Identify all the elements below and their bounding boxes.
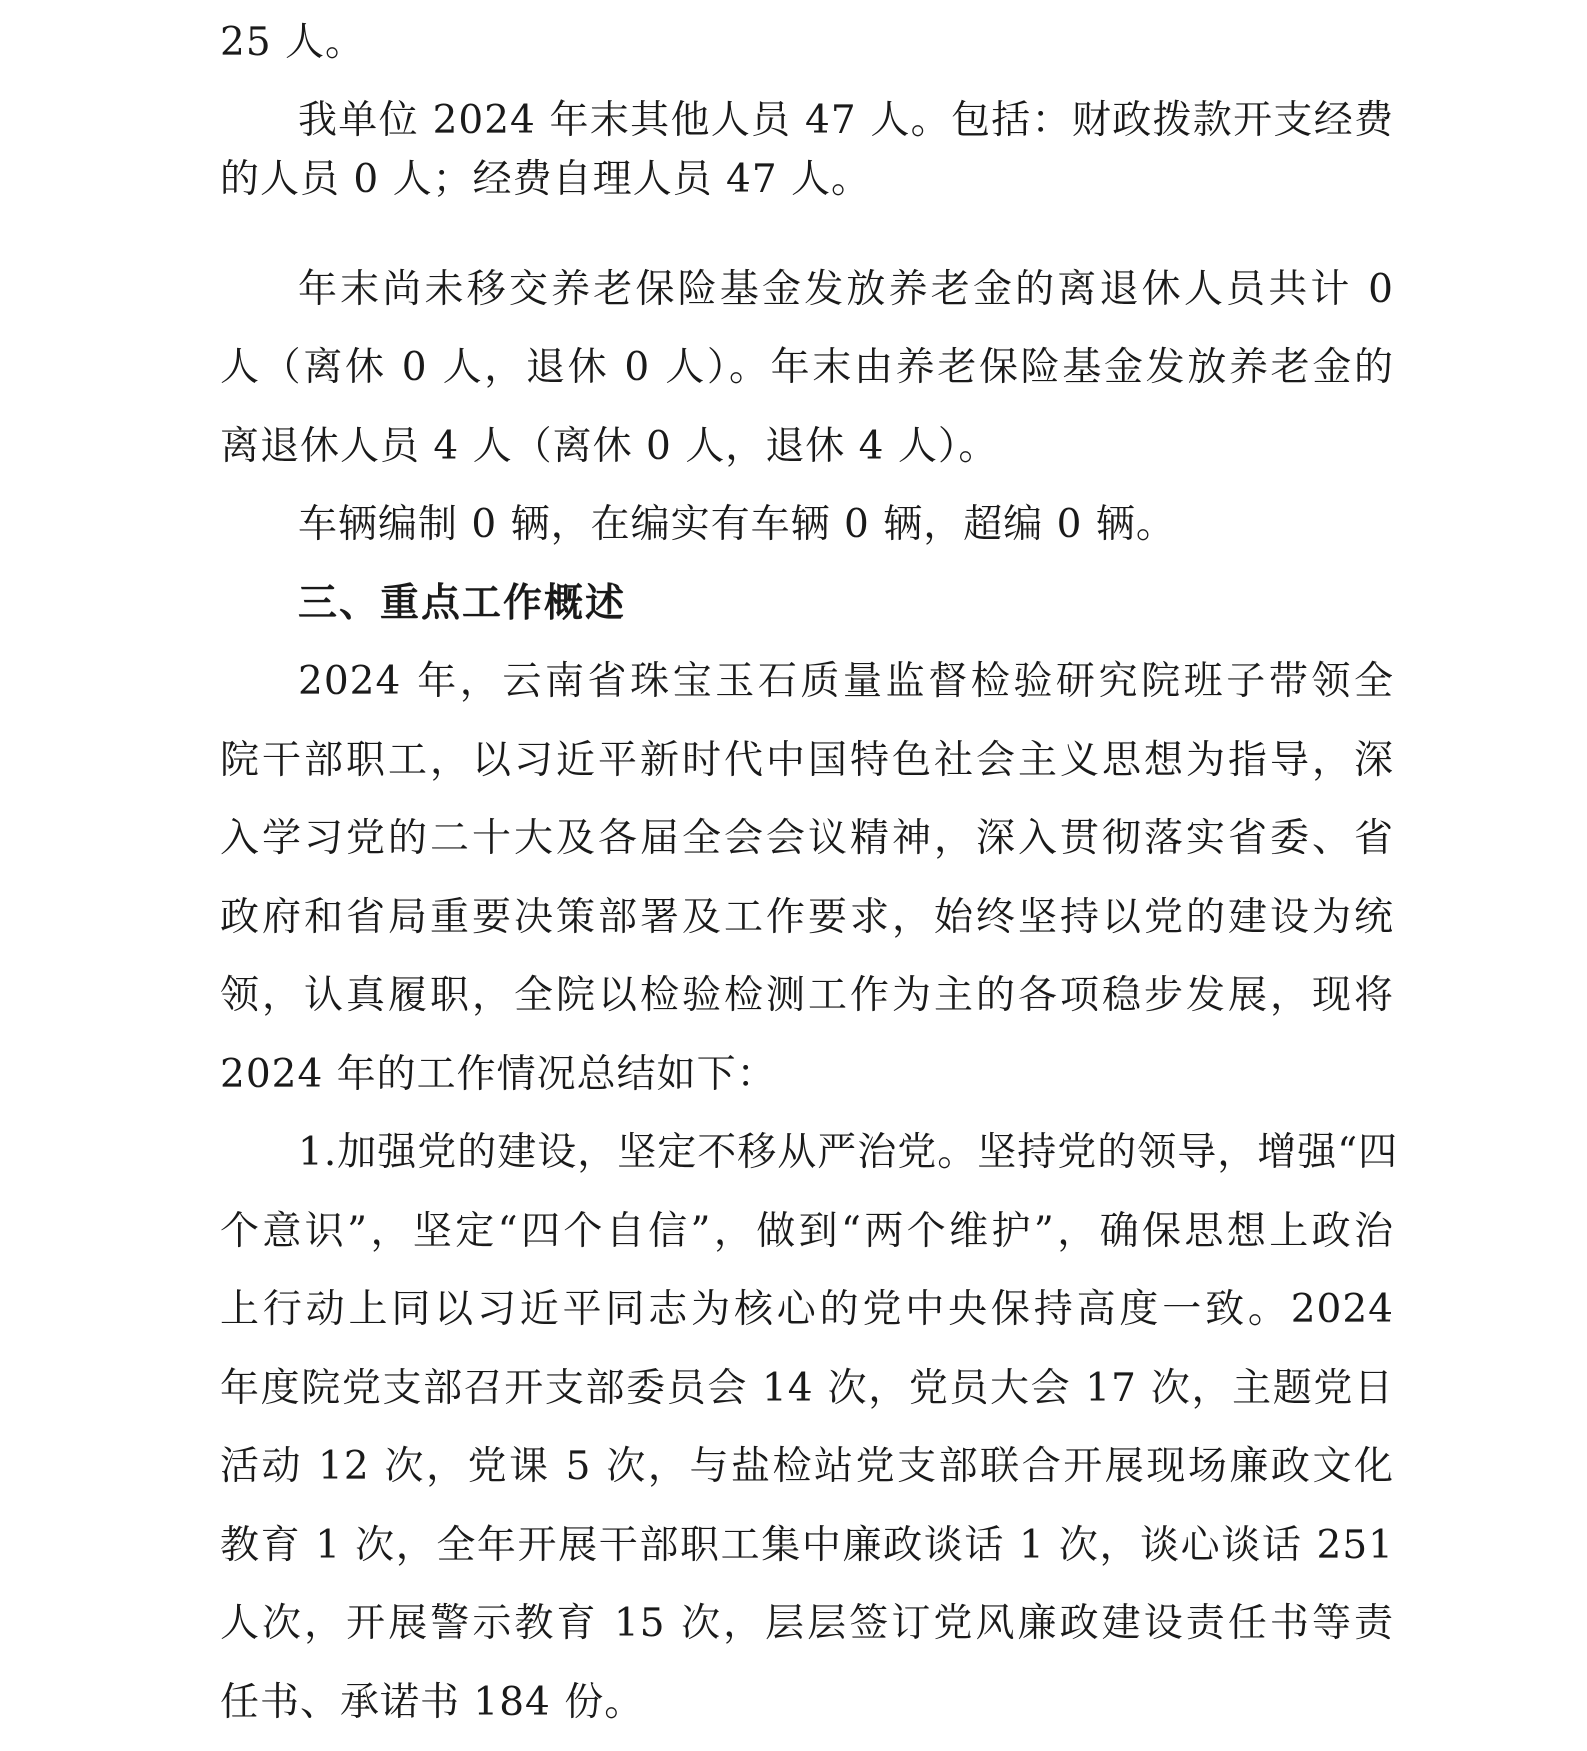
text-line: 活动 12 次，党课 5 次，与盐检站党支部联合开展现场廉政文化 (220, 1444, 1394, 1489)
text-line: 离退休人员 4 人（离休 0 人，退休 4 人）。 (220, 424, 999, 469)
text-line: 人次，开展警示教育 15 次，层层签订党风廉政建设责任书等责 (220, 1601, 1394, 1646)
text-line: 1.加强党的建设，坚定不移从严治党。坚持党的领导，增强“四 (298, 1130, 1399, 1175)
text-line: 年末尚未移交养老保险基金发放养老金的离退休人员共计 0 (298, 267, 1394, 312)
text-line: 教育 1 次，全年开展干部职工集中廉政谈话 1 次，谈心谈话 251 (220, 1523, 1394, 1568)
text-line: 入学习党的二十大及各届全会会议精神，深入贯彻落实省委、省 (220, 816, 1394, 861)
section-heading: 三、重点工作概述 (298, 581, 627, 626)
text-line: 25 人。 (220, 20, 366, 65)
text-line: 我单位 2024 年末其他人员 47 人。包括：财政拨款开支经费 (298, 98, 1394, 143)
text-line: 人（离休 0 人，退休 0 人）。年末由养老保险基金发放养老金的 (220, 345, 1394, 390)
text-line: 政府和省局重要决策部署及工作要求，始终坚持以党的建设为统 (220, 895, 1394, 940)
text-line: 任书、承诺书 184 份。 (220, 1680, 645, 1725)
text-line: 车辆编制 0 辆，在编实有车辆 0 辆，超编 0 辆。 (298, 502, 1176, 547)
text-line: 年度院党支部召开支部委员会 14 次，党员大会 17 次，主题党日 (220, 1366, 1394, 1411)
text-line: 的人员 0 人；经费自理人员 47 人。 (220, 157, 872, 202)
text-line: 个意识”，坚定“四个自信”，做到“两个维护”，确保思想上政治 (220, 1209, 1394, 1254)
text-line: 上行动上同以习近平同志为核心的党中央保持高度一致。2024 (220, 1287, 1394, 1332)
text-line: 2024 年的工作情况总结如下： (220, 1052, 777, 1097)
text-line: 2024 年，云南省珠宝玉石质量监督检验研究院班子带领全 (298, 659, 1394, 704)
text-line: 领，认真履职，全院以检验检测工作为主的各项稳步发展，现将 (220, 973, 1394, 1018)
text-line: 院干部职工，以习近平新时代中国特色社会主义思想为指导，深 (220, 738, 1394, 783)
